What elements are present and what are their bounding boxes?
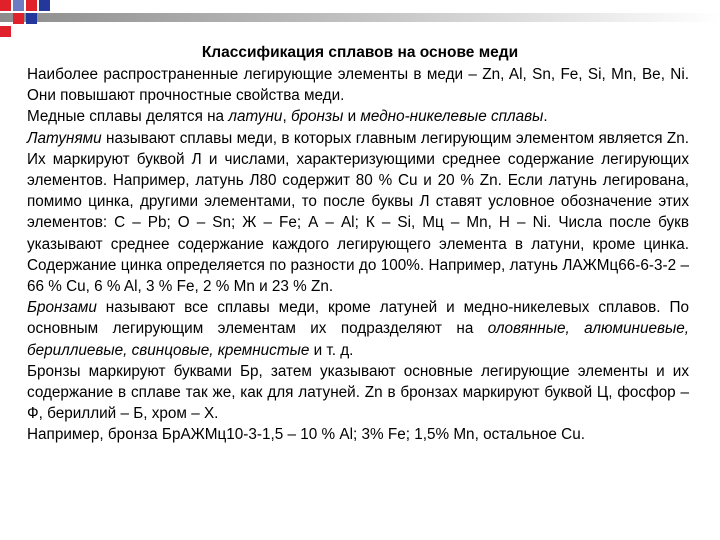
term-bronze: бронзы	[290, 108, 344, 126]
paragraph-alloying-elements: Наиболее распространенные легирующие элементы в меди – Zn, Al, Sn, Fe, Si, Mn, Be, Ni. Они повышают прочностные свойства меди.	[27, 66, 689, 105]
header-decoration	[0, 0, 720, 40]
text-fragment: и	[343, 108, 361, 126]
text-fragment: ,	[282, 108, 291, 126]
paragraph-bronze-marking: Бронзы маркируют буквами Бр, затем указывают основные легирующие элементы и их содержание в сплаве так же, как для латуней. Zn в бронзах маркируют буквой Ц, фосфор – Ф, бериллий – Б, хром – Х.	[27, 362, 689, 423]
header-gradient-bar	[0, 13, 720, 22]
term-bronze-definition: Бронзами	[27, 299, 97, 317]
text-fragment: называют все сплавы меди, кроме латуней и медно-никелевых сплавов. По основным легирующим элементам их подразделяют на	[27, 299, 689, 338]
text-fragment: называют сплавы меди, в которых главным легирующим элементом является Zn. Их маркируют буквой Л и числами, характеризующими среднее содержание легирующих элементов. Например, латунь Л80 содержит 80 % Cu и 20 % Zn. Если латунь легирована, помимо цинка, другими элементами, то после буквы Л ставят условное обозначение этих элементов: С – Pb; О – Sn; Ж – Fe; А – Al; К – Si, Мц – Mn, Н – Ni. Числа после букв указывают среднее содержание каждого легирующего элемента в латуни, кроме цинка. Содержание цинка определяется по разности до 100%. Например, латунь ЛАЖМц66-6-3-2 – 66 % Cu, 6 % Al, 3 % Fe, 2 % Mn и 23 % Zn.	[27, 129, 689, 296]
term-copper-nickel: медно-никелевые сплавы	[360, 108, 544, 126]
deco-square-red	[0, 26, 11, 37]
page-title: Классификация сплавов на основе меди	[201, 44, 519, 61]
text-fragment: .	[543, 108, 548, 126]
deco-square-red	[13, 13, 24, 24]
text-fragment: Медные сплавы делятся на	[27, 108, 229, 126]
deco-square-blue	[39, 0, 50, 11]
term-brass-definition: Латунями	[27, 129, 102, 147]
paragraph-bronze-example: Например, бронза БрАЖМц10-3-1,5 – 10 % Al; 3% Fe; 1,5% Mn, остальное Cu.	[27, 426, 585, 444]
slide-body	[27, 64, 689, 446]
deco-square-red	[0, 0, 11, 11]
paragraph-bronze	[27, 297, 689, 361]
bronze-types: оловянные, алюминиевые, бериллиевые, свинцовые, кремнистые	[27, 320, 689, 359]
deco-square-red	[26, 0, 37, 11]
term-brass: латуни	[228, 108, 283, 126]
deco-square-lightblue	[13, 0, 24, 11]
text-fragment: и т. д.	[309, 341, 354, 359]
deco-square-blue	[26, 13, 37, 24]
paragraph-brass	[27, 128, 689, 298]
paragraph-classification	[27, 106, 689, 127]
